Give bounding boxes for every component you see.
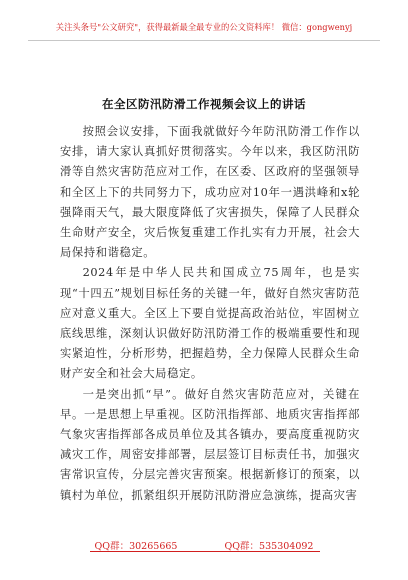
document-body [60, 122, 360, 506]
header-divider [28, 40, 380, 41]
paragraph-1: 按照会议安排，下面我就做好今年防汛防滑工作作以安排，请大家认真抓好贯彻落实。今年以来，我区防汛防滑等自然灾害防范应对工作，在区委、区政府的坚强领导和全区上下的共同努力下，成功应对10年一遇洪峰和x轮强降雨天气，最大限度降低了灾害损失，保障了人民群众生命财产安全，灾后恢复重建工作扎实有力开展，社会大局保持和谐稳定。 [60, 125, 360, 260]
paragraph-2: 2024年是中华人民共和国成立75周年，也是实现“十四五”规划目标任务的关键一年，做好自然灾害防范应对意义重大。全区上下要自觉提高政治站位，牢固树立底线思维，深刻认识做好防汛防滑工作的极端重要性和现实紧迫性，分析形势，把握趋势，全力保障人民群众生命财产安全和社会大局稳定。 [60, 266, 360, 381]
footer-contacts [0, 538, 408, 552]
footer-divider [90, 551, 320, 552]
footer-qq-group-2: QQ群：535304092 [224, 541, 314, 552]
document-title: 在全区防汛防滑工作视频会议上的讲话 [102, 97, 306, 111]
header-note: 关注头条号"公文研究"，获得最新最全最专业的公文资料库！ 微信：gongwenyj [55, 22, 353, 32]
paragraph-3: 一是突出抓“早”。做好自然灾害防范应对，关键在早。一是思想上早重视。区防汛指挥部、地质灾害指挥部气象灾害指挥部各成员单位及其各镇办，要高度重视防灾减灾工作，周密安排部署，层层签订目标责任书，加强灾害常识宣传，分层完善灾害预案。根据新修订的预案，以镇村为单位，抓紧组织开展防汛防滑应急演练，提高灾害 [60, 387, 360, 502]
footer-qq-group-1: QQ群：30265665 [94, 541, 178, 552]
